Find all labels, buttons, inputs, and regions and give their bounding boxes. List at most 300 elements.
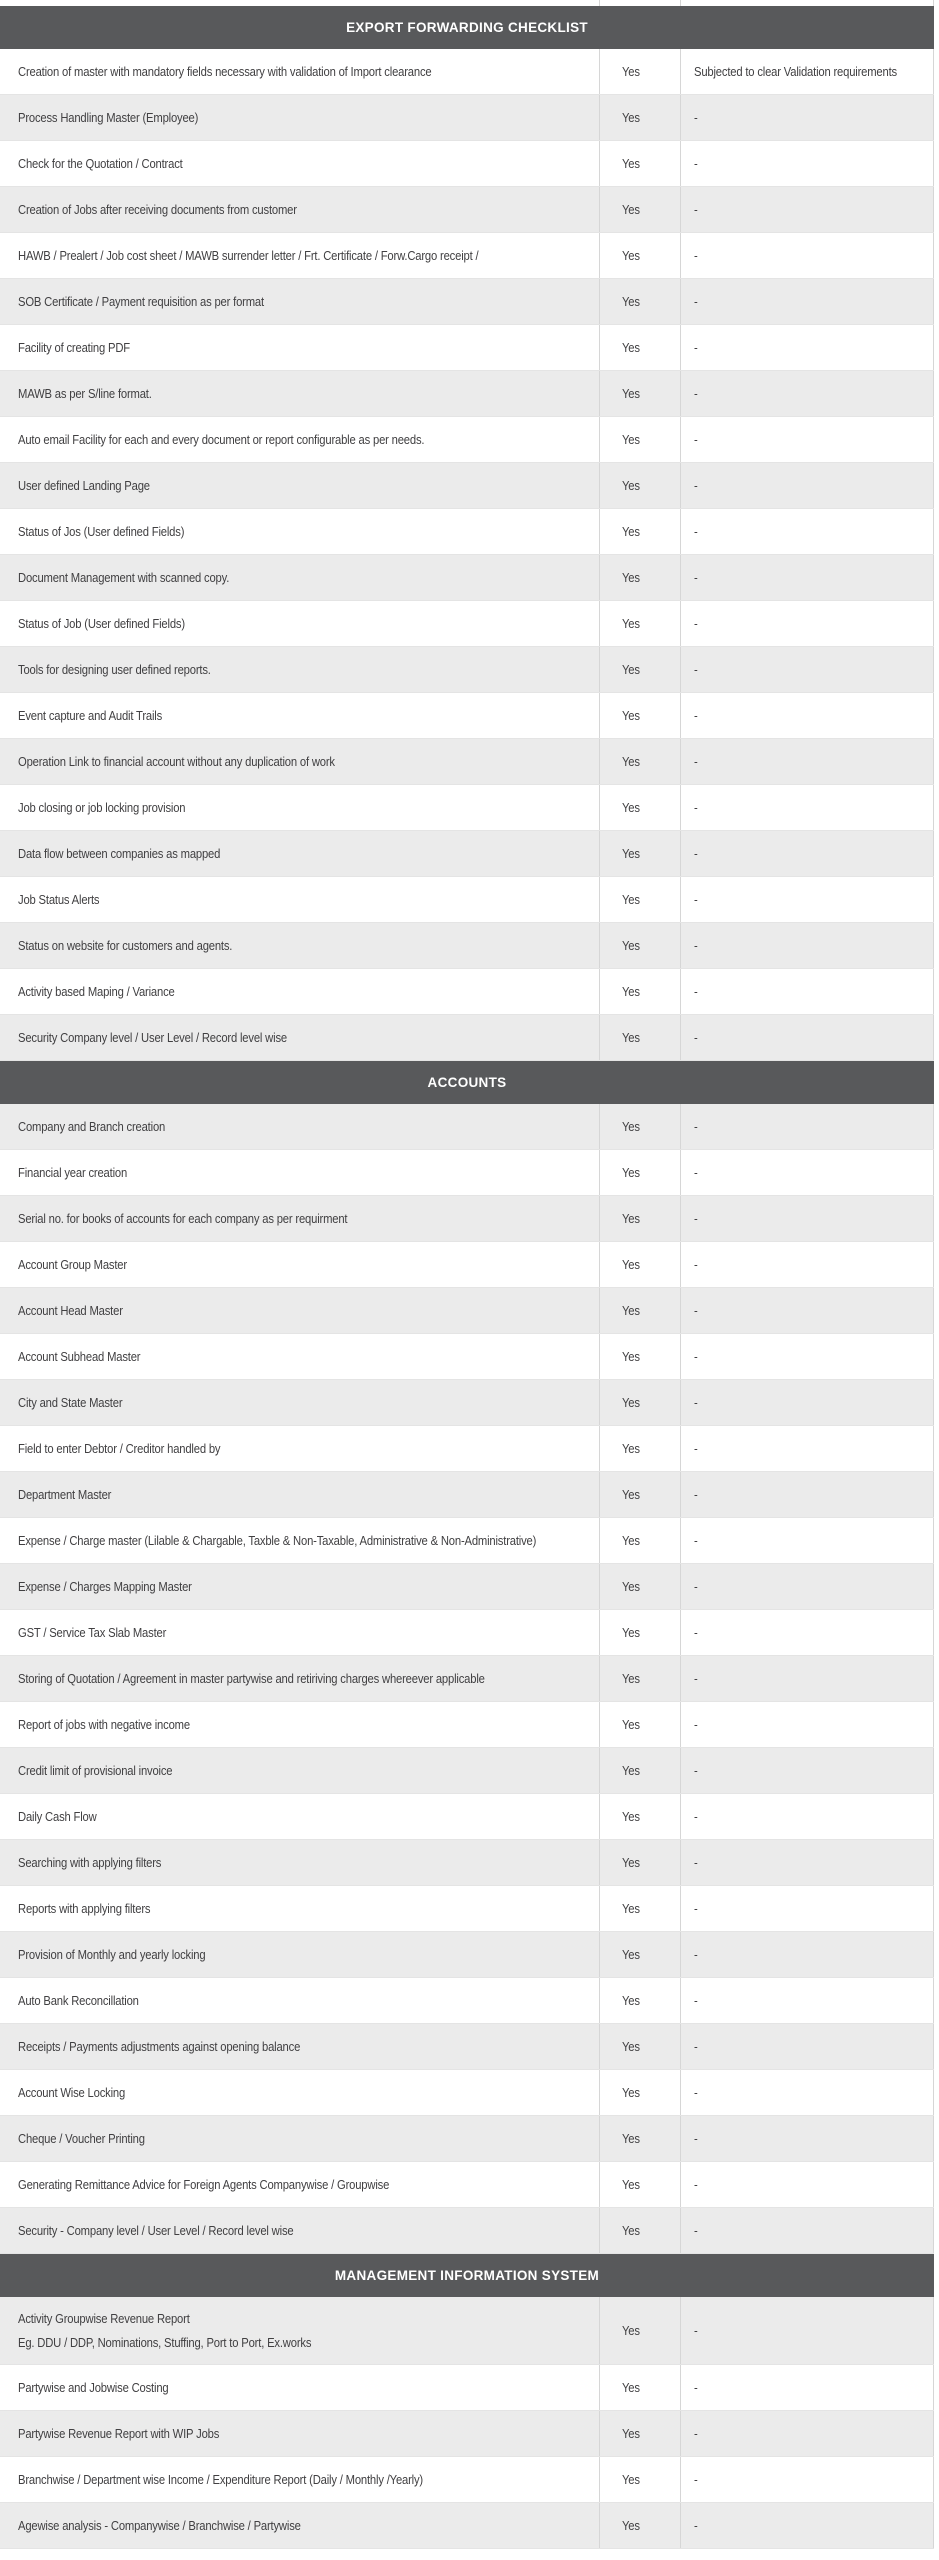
table-row — [0, 2116, 934, 2162]
feature-text: Data flow between companies as mapped — [18, 846, 221, 861]
feature-cell — [0, 1886, 600, 1931]
status-cell — [600, 877, 681, 922]
remarks-text: - — [694, 1809, 698, 1824]
status-cell — [600, 141, 681, 186]
remarks-text: - — [694, 846, 698, 861]
remarks-cell — [681, 1518, 934, 1563]
status-cell — [600, 2503, 681, 2548]
status-text: Yes — [622, 1349, 640, 1364]
remarks-cell — [681, 969, 934, 1014]
remarks-cell — [681, 739, 934, 784]
remarks-cell — [681, 417, 934, 462]
table-row — [0, 1932, 934, 1978]
status-cell — [600, 2365, 681, 2410]
feature-text: Department Master — [18, 1487, 112, 1502]
table-row — [0, 187, 934, 233]
status-text: Yes — [622, 1855, 640, 1870]
status-text: Yes — [622, 2223, 640, 2238]
table-row — [0, 1015, 934, 1061]
feature-cell — [0, 325, 600, 370]
feature-text: Branchwise / Department wise Income / Expenditure Report (Daily / Monthly /Yearly) — [18, 2472, 424, 2487]
status-cell — [600, 2297, 681, 2364]
status-cell — [600, 1610, 681, 1655]
table-row — [0, 371, 934, 417]
status-cell — [600, 49, 681, 94]
status-cell — [600, 233, 681, 278]
feature-cell — [0, 2297, 600, 2364]
feature-cell — [0, 509, 600, 554]
table-row — [0, 2365, 934, 2411]
feature-cell — [0, 371, 600, 416]
remarks-text: - — [694, 2380, 698, 2395]
feature-text: Security Company level / User Level / Record level wise — [18, 1030, 287, 1045]
remarks-cell — [681, 279, 934, 324]
feature-cell — [0, 831, 600, 876]
feature-cell — [0, 2411, 600, 2456]
feature-text: Tools for designing user defined reports. — [18, 662, 211, 677]
feature-cell — [0, 1334, 600, 1379]
remarks-cell — [681, 1748, 934, 1793]
status-cell — [600, 601, 681, 646]
status-cell — [600, 1150, 681, 1195]
status-cell — [600, 1748, 681, 1793]
status-text: Yes — [622, 800, 640, 815]
table-row — [0, 1518, 934, 1564]
status-text: Yes — [622, 1165, 640, 1180]
remarks-text: - — [694, 202, 698, 217]
feature-cell — [0, 233, 600, 278]
status-cell — [600, 279, 681, 324]
remarks-cell — [681, 233, 934, 278]
feature-cell — [0, 2457, 600, 2502]
remarks-text: - — [694, 984, 698, 999]
feature-text: Financial year creation — [18, 1165, 128, 1180]
remarks-text: - — [694, 2039, 698, 2054]
remarks-text: - — [694, 2085, 698, 2100]
section-header — [0, 1061, 934, 1104]
feature-text: Operation Link to financial account without any duplication of work — [18, 754, 335, 769]
table-row — [0, 785, 934, 831]
status-text: Yes — [622, 2518, 640, 2533]
remarks-cell — [681, 95, 934, 140]
status-cell — [600, 417, 681, 462]
feature-cell — [0, 877, 600, 922]
table-row — [0, 509, 934, 555]
remarks-text: - — [694, 2426, 698, 2441]
feature-cell — [0, 1748, 600, 1793]
feature-cell — [0, 1015, 600, 1060]
remarks-text: - — [694, 2177, 698, 2192]
remarks-cell — [681, 2457, 934, 2502]
table-row — [0, 1426, 934, 1472]
remarks-text: - — [694, 1441, 698, 1456]
feature-text: GST / Service Tax Slab Master — [18, 1625, 167, 1640]
feature-text: Expense / Charges Mapping Master — [18, 1579, 192, 1594]
remarks-text: - — [694, 1165, 698, 1180]
feature-text: Partywise Revenue Report with WIP Jobs — [18, 2426, 220, 2441]
feature-text: Job closing or job locking provision — [18, 800, 186, 815]
feature-text: Creation of master with mandatory fields necessary with validation of Import clearance — [18, 64, 432, 79]
status-text: Yes — [622, 1395, 640, 1410]
remarks-text: - — [694, 938, 698, 953]
table-row — [0, 877, 934, 923]
feature-cell — [0, 785, 600, 830]
status-cell — [600, 1794, 681, 1839]
status-text: Yes — [622, 1763, 640, 1778]
status-text: Yes — [622, 570, 640, 585]
table-row — [0, 95, 934, 141]
status-cell — [600, 187, 681, 232]
remarks-cell — [681, 1334, 934, 1379]
status-text: Yes — [622, 1993, 640, 2008]
feature-cell — [0, 1702, 600, 1747]
status-cell — [600, 95, 681, 140]
table-row — [0, 2297, 934, 2365]
table-row — [0, 279, 934, 325]
feature-cell — [0, 969, 600, 1014]
status-text: Yes — [622, 202, 640, 217]
table-row — [0, 1196, 934, 1242]
feature-text: Company and Branch creation — [18, 1119, 166, 1134]
feature-cell — [0, 49, 600, 94]
remarks-cell — [681, 2024, 934, 2069]
status-cell — [600, 2457, 681, 2502]
feature-text: Agewise analysis - Companywise / Branchwise / Partywise — [18, 2518, 301, 2533]
remarks-text: - — [694, 524, 698, 539]
remarks-text: - — [694, 570, 698, 585]
section-header — [0, 6, 934, 49]
feature-text: Facility of creating PDF — [18, 340, 130, 355]
remarks-cell — [681, 647, 934, 692]
feature-text: Generating Remittance Advice for Foreign Agents Companywise / Groupwise — [18, 2177, 390, 2192]
remarks-cell — [681, 371, 934, 416]
feature-text: Account Wise Locking — [18, 2085, 126, 2100]
feature-cell — [0, 2208, 600, 2253]
remarks-cell — [681, 2116, 934, 2161]
feature-text: Auto Bank Reconcillation — [18, 1993, 139, 2008]
status-text: Yes — [622, 708, 640, 723]
remarks-cell — [681, 1840, 934, 1885]
status-text: Yes — [622, 524, 640, 539]
remarks-text: - — [694, 294, 698, 309]
feature-text: Account Head Master — [18, 1303, 123, 1318]
status-text: Yes — [622, 1579, 640, 1594]
status-text: Yes — [622, 1211, 640, 1226]
table-row — [0, 1104, 934, 1150]
feature-text: MAWB as per S/line format. — [18, 386, 152, 401]
table-row — [0, 325, 934, 371]
remarks-text: - — [694, 110, 698, 125]
table-row — [0, 2411, 934, 2457]
status-text: Yes — [622, 386, 640, 401]
feature-text: Job Status Alerts — [18, 892, 100, 907]
status-cell — [600, 1104, 681, 1149]
remarks-cell — [681, 831, 934, 876]
status-text: Yes — [622, 248, 640, 263]
feature-text: Status of Jos (User defined Fields) — [18, 524, 185, 539]
remarks-cell — [681, 463, 934, 508]
status-cell — [600, 1472, 681, 1517]
remarks-cell — [681, 2162, 934, 2207]
status-cell — [600, 1886, 681, 1931]
remarks-cell — [681, 693, 934, 738]
feature-text: Activity Groupwise Revenue Report — [18, 2311, 190, 2326]
section-title: ACCOUNTS — [427, 1075, 507, 1090]
table-row — [0, 2162, 934, 2208]
status-cell — [600, 1015, 681, 1060]
remarks-cell — [681, 601, 934, 646]
remarks-cell — [681, 1242, 934, 1287]
table-row — [0, 693, 934, 739]
feature-cell — [0, 1150, 600, 1195]
status-cell — [600, 1288, 681, 1333]
status-cell — [600, 1518, 681, 1563]
remarks-cell — [681, 1564, 934, 1609]
status-cell — [600, 831, 681, 876]
status-cell — [600, 923, 681, 968]
remarks-cell — [681, 2297, 934, 2364]
table-row — [0, 555, 934, 601]
remarks-cell — [681, 325, 934, 370]
feature-cell — [0, 1472, 600, 1517]
feature-text: Reports with applying filters — [18, 1901, 151, 1916]
status-cell — [600, 739, 681, 784]
remarks-cell — [681, 2070, 934, 2115]
status-text: Yes — [622, 662, 640, 677]
remarks-text: - — [694, 616, 698, 631]
section-title: MANAGEMENT INFORMATION SYSTEM — [334, 2268, 600, 2283]
status-cell — [600, 969, 681, 1014]
remarks-text: - — [694, 2223, 698, 2238]
feature-text: Storing of Quotation / Agreement in master partywise and retiriving charges whereever applicable — [18, 1671, 485, 1686]
table-top-edge-col2 — [600, 0, 681, 6]
feature-cell — [0, 95, 600, 140]
status-text: Yes — [622, 2131, 640, 2146]
feature-text: Activity based Maping / Variance — [18, 984, 175, 999]
remarks-cell — [681, 2365, 934, 2410]
remarks-text: - — [694, 1763, 698, 1778]
feature-cell — [0, 1932, 600, 1977]
table-row — [0, 831, 934, 877]
remarks-cell — [681, 141, 934, 186]
remarks-cell — [681, 923, 934, 968]
status-cell — [600, 1426, 681, 1471]
status-text: Yes — [622, 2323, 640, 2338]
table-top-edge-col3 — [681, 0, 934, 6]
status-cell — [600, 647, 681, 692]
remarks-text: - — [694, 156, 698, 171]
table-row — [0, 1840, 934, 1886]
remarks-text: - — [694, 1993, 698, 2008]
status-text: Yes — [622, 156, 640, 171]
feature-text: SOB Certificate / Payment requisition as per format — [18, 294, 264, 309]
feature-cell — [0, 1656, 600, 1701]
remarks-cell — [681, 187, 934, 232]
feature-cell — [0, 1426, 600, 1471]
table-row — [0, 1334, 934, 1380]
status-text: Yes — [622, 1030, 640, 1045]
status-cell — [600, 1840, 681, 1885]
table-row — [0, 1978, 934, 2024]
table-row — [0, 1748, 934, 1794]
table-row — [0, 601, 934, 647]
feature-text: Account Subhead Master — [18, 1349, 141, 1364]
table-row — [0, 417, 934, 463]
status-text: Yes — [622, 1901, 640, 1916]
status-text: Yes — [622, 2426, 640, 2441]
remarks-cell — [681, 1426, 934, 1471]
status-text: Yes — [622, 1119, 640, 1134]
feature-text: Status on website for customers and agents. — [18, 938, 233, 953]
table-row — [0, 969, 934, 1015]
remarks-text: - — [694, 708, 698, 723]
remarks-cell — [681, 1380, 934, 1425]
feature-cell — [0, 555, 600, 600]
table-row — [0, 1702, 934, 1748]
remarks-text: - — [694, 1119, 698, 1134]
section-header — [0, 2254, 934, 2297]
table-row — [0, 1150, 934, 1196]
feature-cell — [0, 1518, 600, 1563]
feature-cell — [0, 1564, 600, 1609]
status-text: Yes — [622, 2472, 640, 2487]
remarks-text: - — [694, 1211, 698, 1226]
feature-cell — [0, 2365, 600, 2410]
remarks-text: Subjected to clear Validation requirements — [694, 64, 897, 79]
remarks-cell — [681, 1794, 934, 1839]
status-text: Yes — [622, 432, 640, 447]
feature-text: Provision of Monthly and yearly locking — [18, 1947, 206, 1962]
feature-cell — [0, 2162, 600, 2207]
status-cell — [600, 693, 681, 738]
table-row — [0, 647, 934, 693]
status-cell — [600, 509, 681, 554]
feature-cell — [0, 1196, 600, 1241]
feature-cell — [0, 2116, 600, 2161]
remarks-cell — [681, 1104, 934, 1149]
remarks-text: - — [694, 1717, 698, 1732]
feature-text: Auto email Facility for each and every document or report configurable as per needs. — [18, 432, 425, 447]
status-cell — [600, 1932, 681, 1977]
status-text: Yes — [622, 1303, 640, 1318]
status-text: Yes — [622, 1947, 640, 1962]
remarks-cell — [681, 1196, 934, 1241]
feature-cell — [0, 1794, 600, 1839]
remarks-text: - — [694, 2518, 698, 2533]
remarks-text: - — [694, 1533, 698, 1548]
status-cell — [600, 463, 681, 508]
status-cell — [600, 2024, 681, 2069]
remarks-cell — [681, 1150, 934, 1195]
feature-cell — [0, 1288, 600, 1333]
status-text: Yes — [622, 846, 640, 861]
status-text: Yes — [622, 616, 640, 631]
status-text: Yes — [622, 1441, 640, 1456]
table-row — [0, 1794, 934, 1840]
status-text: Yes — [622, 64, 640, 79]
table-top-edge — [0, 0, 934, 6]
feature-text: Status of Job (User defined Fields) — [18, 616, 185, 631]
remarks-cell — [681, 1886, 934, 1931]
remarks-text: - — [694, 386, 698, 401]
status-cell — [600, 2411, 681, 2456]
status-cell — [600, 1564, 681, 1609]
feature-text: Creation of Jobs after receiving documents from customer — [18, 202, 297, 217]
table-row — [0, 1380, 934, 1426]
remarks-cell — [681, 1932, 934, 1977]
feature-text: Expense / Charge master (Lilable & Chargable, Taxble & Non-Taxable, Administrative & Non-Administrative) — [18, 1533, 537, 1548]
table-row — [0, 233, 934, 279]
feature-text: Report of jobs with negative income — [18, 1717, 190, 1732]
status-text: Yes — [622, 2039, 640, 2054]
feature-cell — [0, 1104, 600, 1149]
status-text: Yes — [622, 1717, 640, 1732]
table-row — [0, 1564, 934, 1610]
status-cell — [600, 2070, 681, 2115]
remarks-cell — [681, 1288, 934, 1333]
remarks-text: - — [694, 1487, 698, 1502]
feature-text: Daily Cash Flow — [18, 1809, 97, 1824]
feature-text: Security - Company level / User Level / Record level wise — [18, 2223, 294, 2238]
remarks-cell — [681, 785, 934, 830]
status-cell — [600, 325, 681, 370]
table-top-edge-col1 — [0, 0, 600, 6]
table-row — [0, 1656, 934, 1702]
feature-cell — [0, 2070, 600, 2115]
status-text: Yes — [622, 1533, 640, 1548]
status-cell — [600, 2116, 681, 2161]
table-row — [0, 1472, 934, 1518]
feature-subtext: Eg. DDU / DDP, Nominations, Stuffing, Port to Port, Ex.works — [18, 2335, 312, 2350]
table-row — [0, 141, 934, 187]
status-text: Yes — [622, 2380, 640, 2395]
remarks-cell — [681, 1472, 934, 1517]
status-text: Yes — [622, 892, 640, 907]
table-row — [0, 2208, 934, 2254]
remarks-cell — [681, 555, 934, 600]
feature-text: Credit limit of provisional invoice — [18, 1763, 173, 1778]
table-row — [0, 463, 934, 509]
feature-cell — [0, 601, 600, 646]
feature-cell — [0, 187, 600, 232]
remarks-text: - — [694, 892, 698, 907]
status-cell — [600, 555, 681, 600]
table-row — [0, 1242, 934, 1288]
remarks-cell — [681, 1610, 934, 1655]
remarks-text: - — [694, 248, 698, 263]
remarks-cell — [681, 877, 934, 922]
feature-cell — [0, 1978, 600, 2023]
feature-cell — [0, 141, 600, 186]
table-row — [0, 49, 934, 95]
feature-text: Event capture and Audit Trails — [18, 708, 163, 723]
feature-text: Receipts / Payments adjustments against opening balance — [18, 2039, 301, 2054]
status-cell — [600, 1242, 681, 1287]
remarks-text: - — [694, 1671, 698, 1686]
table-row — [0, 923, 934, 969]
status-cell — [600, 1656, 681, 1701]
feature-cell — [0, 279, 600, 324]
remarks-cell — [681, 1656, 934, 1701]
status-text: Yes — [622, 478, 640, 493]
remarks-text: - — [694, 1030, 698, 1045]
feature-cell — [0, 1840, 600, 1885]
status-cell — [600, 2208, 681, 2253]
feature-text: User defined Landing Page — [18, 478, 150, 493]
remarks-cell — [681, 1702, 934, 1747]
status-cell — [600, 1334, 681, 1379]
remarks-text: - — [694, 2472, 698, 2487]
